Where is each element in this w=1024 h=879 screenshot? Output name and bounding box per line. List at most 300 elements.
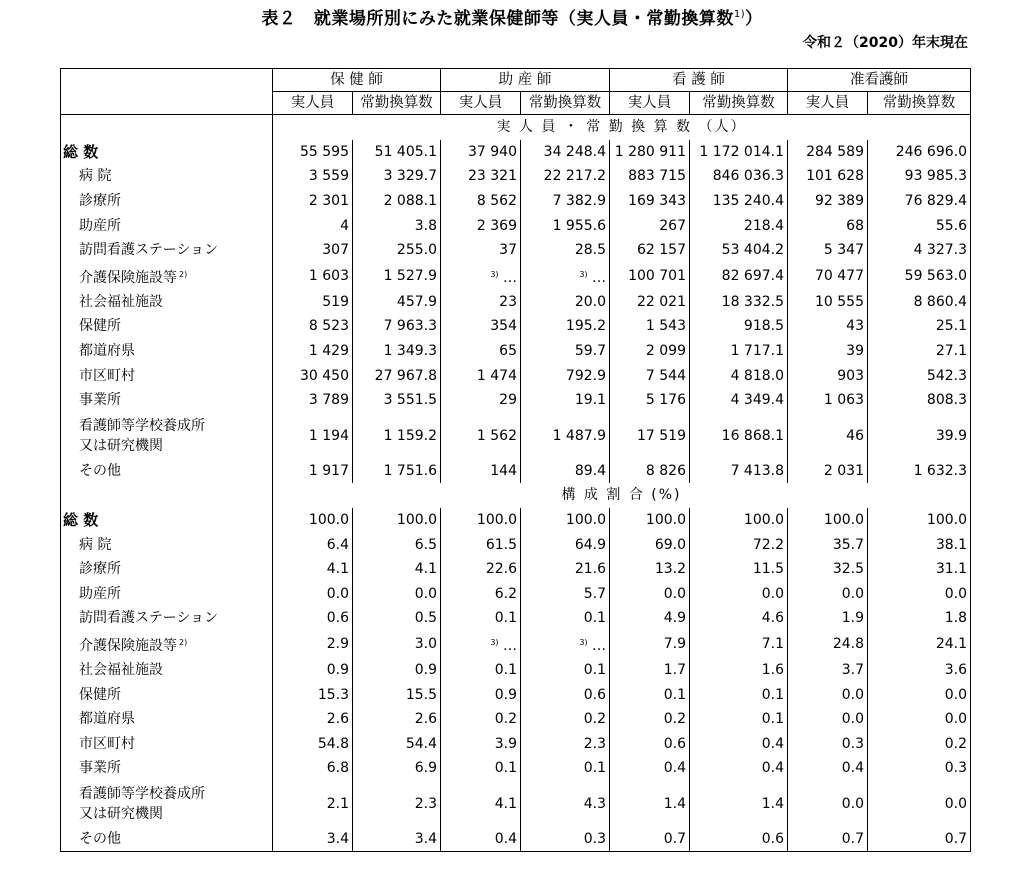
- row-label-text: 市区町村: [79, 735, 135, 752]
- table-cell: 0.1: [610, 682, 690, 707]
- table-cell: 2 088.1: [353, 189, 441, 214]
- row-label: [61, 631, 273, 658]
- table-cell: 903: [788, 363, 868, 388]
- table-cell: 30 450: [273, 363, 353, 388]
- table-cell: 1 280 911: [610, 140, 690, 165]
- table-cell: 61.5: [441, 532, 521, 557]
- table-cell: 4.6: [690, 606, 788, 631]
- table-cell: 35.7: [788, 532, 868, 557]
- table-row: [61, 314, 971, 339]
- table-row: [61, 189, 971, 214]
- row-label-text: 訪問看護ステーション: [79, 610, 219, 627]
- subcol-header: 実人員: [788, 92, 868, 115]
- table-cell: 100.0: [521, 508, 610, 533]
- table-row: [61, 606, 971, 631]
- table-cell: 0.0: [788, 582, 868, 607]
- table-cell: 8 523: [273, 314, 353, 339]
- table-cell: 13.2: [610, 557, 690, 582]
- table-cell: 31.1: [868, 557, 971, 582]
- table-cell: 18 332.5: [690, 290, 788, 315]
- table-cell: 255.0: [353, 238, 441, 263]
- section-heading: 実 人 員 ・ 常 勤 換 算 数 （人）: [273, 115, 971, 140]
- table-cell: 32.5: [788, 557, 868, 582]
- cell-value: …: [592, 637, 606, 654]
- table-cell: 1.6: [690, 658, 788, 683]
- table-cell: 1 603: [273, 263, 353, 290]
- row-label-text: 介護保険施設等: [79, 269, 177, 286]
- table-cell: 5 347: [788, 238, 868, 263]
- table-cell: 0.9: [441, 682, 521, 707]
- table-row: [61, 557, 971, 582]
- table-row: [61, 290, 971, 315]
- table-cell: 3 329.7: [353, 164, 441, 189]
- table-cell: 20.0: [521, 290, 610, 315]
- table-cell: 519: [273, 290, 353, 315]
- subcol-header: 実人員: [441, 92, 521, 115]
- table-cell: 246 696.0: [868, 140, 971, 165]
- table-row: [61, 827, 971, 852]
- table-cell: 0.1: [690, 682, 788, 707]
- table-cell: 4: [273, 213, 353, 238]
- subcol-header: 実人員: [273, 92, 353, 115]
- table-cell: 0.6: [521, 682, 610, 707]
- table-cell: 5.7: [521, 582, 610, 607]
- table-cell: 15.3: [273, 682, 353, 707]
- row-label-text-line2: 又は研究機関: [79, 437, 163, 454]
- table-cell: 8 562: [441, 189, 521, 214]
- table-cell: 24.8: [788, 631, 868, 658]
- table-row: [61, 164, 971, 189]
- table-row: [61, 263, 971, 290]
- table-cell: 0.0: [273, 582, 353, 607]
- table-cell: 54.8: [273, 731, 353, 756]
- table-cell: 4.1: [441, 781, 521, 827]
- table-cell: 100.0: [868, 508, 971, 533]
- table-cell: 1 063: [788, 388, 868, 413]
- table-cell: 59.7: [521, 339, 610, 364]
- table-cell: 23: [441, 290, 521, 315]
- table-cell: 0.1: [690, 707, 788, 732]
- table-cell: 3.7: [788, 658, 868, 683]
- table-cell: 0.4: [441, 827, 521, 852]
- table-cell: 1 172 014.1: [690, 140, 788, 165]
- table-cell: 72.2: [690, 532, 788, 557]
- table-cell: 3.9: [441, 731, 521, 756]
- row-label: [61, 413, 273, 459]
- table-cell: 0.0: [788, 781, 868, 827]
- table-cell: 3.4: [273, 827, 353, 852]
- section-heading-row: [61, 483, 971, 508]
- table-cell: 0.7: [788, 827, 868, 852]
- date-label: 令和２（2020）年末現在: [803, 35, 968, 51]
- row-label-text: 都道府県: [79, 343, 135, 360]
- table-cell: 1 474: [441, 363, 521, 388]
- table-cell: 7.9: [610, 631, 690, 658]
- table-row: [61, 756, 971, 781]
- row-label: [61, 140, 273, 165]
- table-cell: [521, 631, 610, 658]
- table-cell: 100.0: [610, 508, 690, 533]
- table-cell: 1 527.9: [353, 263, 441, 290]
- employment-table: [60, 68, 971, 852]
- table-cell: 3 559: [273, 164, 353, 189]
- table-cell: 0.4: [690, 731, 788, 756]
- group-header: 助 産 師: [441, 69, 610, 92]
- header-row-groups: [61, 69, 971, 92]
- row-label-text: 社会福祉施設: [79, 293, 163, 310]
- footnote-mark: 2): [179, 637, 188, 647]
- section-heading-row: [61, 115, 971, 140]
- table-cell: 0.0: [868, 682, 971, 707]
- table-cell: 100.0: [788, 508, 868, 533]
- table-cell: 2.3: [353, 781, 441, 827]
- table-cell: 6.2: [441, 582, 521, 607]
- table-cell: [521, 263, 610, 290]
- header-corner: [61, 69, 273, 92]
- table-cell: 0.6: [610, 731, 690, 756]
- row-label-text: 都道府県: [79, 711, 135, 728]
- table-cell: 0.9: [353, 658, 441, 683]
- table-row: [61, 731, 971, 756]
- table-cell: 883 715: [610, 164, 690, 189]
- row-label-text: 社会福祉施設: [79, 661, 163, 678]
- footnote-mark: 3): [579, 269, 588, 279]
- table-cell: 62 157: [610, 238, 690, 263]
- table-cell: 28.5: [521, 238, 610, 263]
- table-cell: 1 487.9: [521, 413, 610, 459]
- table-cell: 0.1: [441, 606, 521, 631]
- footnote-mark: 3): [579, 637, 588, 647]
- table-cell: 6.4: [273, 532, 353, 557]
- row-label: [61, 459, 273, 484]
- table-cell: 0.1: [441, 658, 521, 683]
- table-cell: 284 589: [788, 140, 868, 165]
- table-cell: 7 963.3: [353, 314, 441, 339]
- row-label: [61, 388, 273, 413]
- table-cell: 0.3: [788, 731, 868, 756]
- table-cell: [441, 263, 521, 290]
- table-cell: 2 369: [441, 213, 521, 238]
- table-cell: 0.2: [868, 731, 971, 756]
- header-corner: [61, 92, 273, 115]
- table-cell: 4.1: [273, 557, 353, 582]
- table-cell: 3.4: [353, 827, 441, 852]
- table-cell: 21.6: [521, 557, 610, 582]
- table-cell: 22 021: [610, 290, 690, 315]
- table-cell: 3.8: [353, 213, 441, 238]
- table-row: [61, 363, 971, 388]
- subcol-header: 常勤換算数: [353, 92, 441, 115]
- table-row: [61, 582, 971, 607]
- row-label-text: 病 院: [79, 168, 112, 185]
- row-label-text: 市区町村: [79, 367, 135, 384]
- table-cell: 100 701: [610, 263, 690, 290]
- table-cell: 0.0: [610, 582, 690, 607]
- table-cell: 65: [441, 339, 521, 364]
- table-cell: 2.6: [353, 707, 441, 732]
- table-cell: 100.0: [690, 508, 788, 533]
- row-label: [61, 164, 273, 189]
- table-cell: 1 955.6: [521, 213, 610, 238]
- table-row: [61, 388, 971, 413]
- table-cell: 34 248.4: [521, 140, 610, 165]
- row-label: [61, 314, 273, 339]
- row-label: [61, 557, 273, 582]
- group-header: 看 護 師: [610, 69, 788, 92]
- table-cell: 169 343: [610, 189, 690, 214]
- cell-value: …: [503, 637, 517, 654]
- row-label-text: 助産所: [79, 585, 121, 602]
- table-cell: 2 031: [788, 459, 868, 484]
- table-cell: 54.4: [353, 731, 441, 756]
- table-cell: 195.2: [521, 314, 610, 339]
- table-cell: 8 826: [610, 459, 690, 484]
- row-label: [61, 756, 273, 781]
- table-cell: 82 697.4: [690, 263, 788, 290]
- table-cell: 10 555: [788, 290, 868, 315]
- table-cell: 135 240.4: [690, 189, 788, 214]
- row-label-text-line2: 又は研究機関: [79, 805, 163, 822]
- table-cell: 46: [788, 413, 868, 459]
- table-row: [61, 682, 971, 707]
- table-cell: 0.7: [868, 827, 971, 852]
- table-cell: 69.0: [610, 532, 690, 557]
- table-cell: 93 985.3: [868, 164, 971, 189]
- table-cell: 918.5: [690, 314, 788, 339]
- table-cell: 0.1: [441, 756, 521, 781]
- table-cell: 11.5: [690, 557, 788, 582]
- table-cell: 0.7: [610, 827, 690, 852]
- table-cell: 53 404.2: [690, 238, 788, 263]
- table-cell: 0.0: [788, 682, 868, 707]
- table-cell: 38.1: [868, 532, 971, 557]
- row-label: [61, 707, 273, 732]
- table-cell: 1.9: [788, 606, 868, 631]
- row-label: [61, 582, 273, 607]
- table-cell: 0.0: [868, 781, 971, 827]
- row-label: [61, 363, 273, 388]
- table-row: [61, 339, 971, 364]
- table-cell: 68: [788, 213, 868, 238]
- table-cell: 27 967.8: [353, 363, 441, 388]
- table-cell: 2 099: [610, 339, 690, 364]
- table-cell: 0.3: [521, 827, 610, 852]
- table-cell: 19.1: [521, 388, 610, 413]
- table-cell: 6.5: [353, 532, 441, 557]
- table-cell: 64.9: [521, 532, 610, 557]
- table-cell: 27.1: [868, 339, 971, 364]
- table-cell: 37: [441, 238, 521, 263]
- table-cell: 0.4: [690, 756, 788, 781]
- row-label-text: 事業所: [79, 392, 121, 409]
- table-cell: 792.9: [521, 363, 610, 388]
- table-cell: 0.0: [353, 582, 441, 607]
- table-cell: 4 818.0: [690, 363, 788, 388]
- row-label: [61, 658, 273, 683]
- table-cell: 1 562: [441, 413, 521, 459]
- row-label-text: 事業所: [79, 760, 121, 777]
- row-label: [61, 508, 273, 533]
- table-cell: [441, 631, 521, 658]
- table-cell: 89.4: [521, 459, 610, 484]
- table-cell: 7 382.9: [521, 189, 610, 214]
- subcol-header: 常勤換算数: [690, 92, 788, 115]
- table-cell: 39.9: [868, 413, 971, 459]
- row-label: [61, 189, 273, 214]
- table-cell: 2.1: [273, 781, 353, 827]
- table-cell: 1 159.2: [353, 413, 441, 459]
- table-cell: 55.6: [868, 213, 971, 238]
- table-cell: 3.0: [353, 631, 441, 658]
- subcol-header: 常勤換算数: [868, 92, 971, 115]
- table-cell: 1 632.3: [868, 459, 971, 484]
- row-label: [61, 731, 273, 756]
- table-cell: 0.2: [521, 707, 610, 732]
- row-label-text: 保健所: [79, 686, 121, 703]
- table-cell: 0.0: [868, 582, 971, 607]
- row-label-text: 訪問看護ステーション: [79, 242, 219, 259]
- table-row: [61, 781, 971, 827]
- table-cell: 0.5: [353, 606, 441, 631]
- row-label-text: 保健所: [79, 318, 121, 335]
- table-cell: 1.8: [868, 606, 971, 631]
- row-label-text: 診療所: [79, 193, 121, 210]
- row-label: [61, 290, 273, 315]
- table-cell: 43: [788, 314, 868, 339]
- table-cell: 0.9: [273, 658, 353, 683]
- table-cell: 4.3: [521, 781, 610, 827]
- table-cell: 457.9: [353, 290, 441, 315]
- table-row: [61, 532, 971, 557]
- table-cell: 218.4: [690, 213, 788, 238]
- table-cell: 0.4: [788, 756, 868, 781]
- table-cell: 0.1: [521, 756, 610, 781]
- table-cell: 3 551.5: [353, 388, 441, 413]
- table-cell: 100.0: [441, 508, 521, 533]
- row-label-text: 診療所: [79, 561, 121, 578]
- table-cell: 92 389: [788, 189, 868, 214]
- table-cell: 267: [610, 213, 690, 238]
- table-row: [61, 213, 971, 238]
- table-cell: 4 349.4: [690, 388, 788, 413]
- table-cell: 1.4: [690, 781, 788, 827]
- table-cell: 2 301: [273, 189, 353, 214]
- section-spacer: [61, 115, 273, 140]
- table-cell: 100.0: [353, 508, 441, 533]
- table-cell: 1 543: [610, 314, 690, 339]
- row-label: [61, 263, 273, 290]
- table-cell: 23 321: [441, 164, 521, 189]
- table-cell: 354: [441, 314, 521, 339]
- row-label: [61, 827, 273, 852]
- footnote-mark: 3): [490, 637, 499, 647]
- row-label: [61, 532, 273, 557]
- table-cell: 29: [441, 388, 521, 413]
- table-cell: 0.4: [610, 756, 690, 781]
- subcol-header: 常勤換算数: [521, 92, 610, 115]
- header-row-subcols: [61, 92, 971, 115]
- table-cell: 1 717.1: [690, 339, 788, 364]
- table-cell: 0.0: [868, 707, 971, 732]
- table-cell: 37 940: [441, 140, 521, 165]
- table-row: [61, 413, 971, 459]
- table-cell: 76 829.4: [868, 189, 971, 214]
- table-cell: 542.3: [868, 363, 971, 388]
- section-heading: 構 成 割 合 (%): [273, 483, 971, 508]
- table-cell: 1 349.3: [353, 339, 441, 364]
- table-cell: 7 544: [610, 363, 690, 388]
- footnote-mark: 2): [179, 269, 188, 279]
- table-cell: 0.6: [690, 827, 788, 852]
- table-cell: 4 327.3: [868, 238, 971, 263]
- table-cell: 15.5: [353, 682, 441, 707]
- table-cell: 0.0: [690, 582, 788, 607]
- row-label: [61, 339, 273, 364]
- table-cell: 6.9: [353, 756, 441, 781]
- table-row: [61, 140, 971, 165]
- table-cell: 51 405.1: [353, 140, 441, 165]
- table-cell: 59 563.0: [868, 263, 971, 290]
- table-cell: 22 217.2: [521, 164, 610, 189]
- table-cell: 6.8: [273, 756, 353, 781]
- row-label: [61, 606, 273, 631]
- table-cell: 17 519: [610, 413, 690, 459]
- table-cell: 0.0: [788, 707, 868, 732]
- table-cell: 55 595: [273, 140, 353, 165]
- table-row: [61, 238, 971, 263]
- table-cell: 25.1: [868, 314, 971, 339]
- row-label: [61, 781, 273, 827]
- table-cell: 0.2: [610, 707, 690, 732]
- table-cell: 307: [273, 238, 353, 263]
- row-label-text: その他: [79, 830, 121, 847]
- table-cell: 808.3: [868, 388, 971, 413]
- table-cell: 1 194: [273, 413, 353, 459]
- table-cell: 846 036.3: [690, 164, 788, 189]
- table-cell: 0.1: [521, 606, 610, 631]
- table-cell: 144: [441, 459, 521, 484]
- table-cell: 2.9: [273, 631, 353, 658]
- table-row: [61, 658, 971, 683]
- table-cell: 24.1: [868, 631, 971, 658]
- row-label-text: その他: [79, 462, 121, 479]
- table-cell: 1 751.6: [353, 459, 441, 484]
- table-cell: 1 429: [273, 339, 353, 364]
- subcol-header: 実人員: [610, 92, 690, 115]
- table-cell: 0.2: [441, 707, 521, 732]
- table-cell: 4.1: [353, 557, 441, 582]
- table-row: [61, 508, 971, 533]
- table-cell: 8 860.4: [868, 290, 971, 315]
- group-header: 保 健 師: [273, 69, 441, 92]
- table-cell: 2.3: [521, 731, 610, 756]
- row-label: [61, 238, 273, 263]
- row-label-text: 助産所: [79, 217, 121, 234]
- footnote-mark: 3): [490, 269, 499, 279]
- table-cell: 22.6: [441, 557, 521, 582]
- cell-value: …: [592, 269, 606, 286]
- table-row: [61, 459, 971, 484]
- table-cell: 1 917: [273, 459, 353, 484]
- table-cell: 0.1: [521, 658, 610, 683]
- row-label-text: 総 数: [63, 142, 99, 161]
- row-label-text: 看護師等学校養成所: [79, 417, 205, 434]
- table-cell: 7 413.8: [690, 459, 788, 484]
- table-row: [61, 707, 971, 732]
- group-header: 准看護師: [788, 69, 971, 92]
- table-cell: 3.6: [868, 658, 971, 683]
- row-label: [61, 213, 273, 238]
